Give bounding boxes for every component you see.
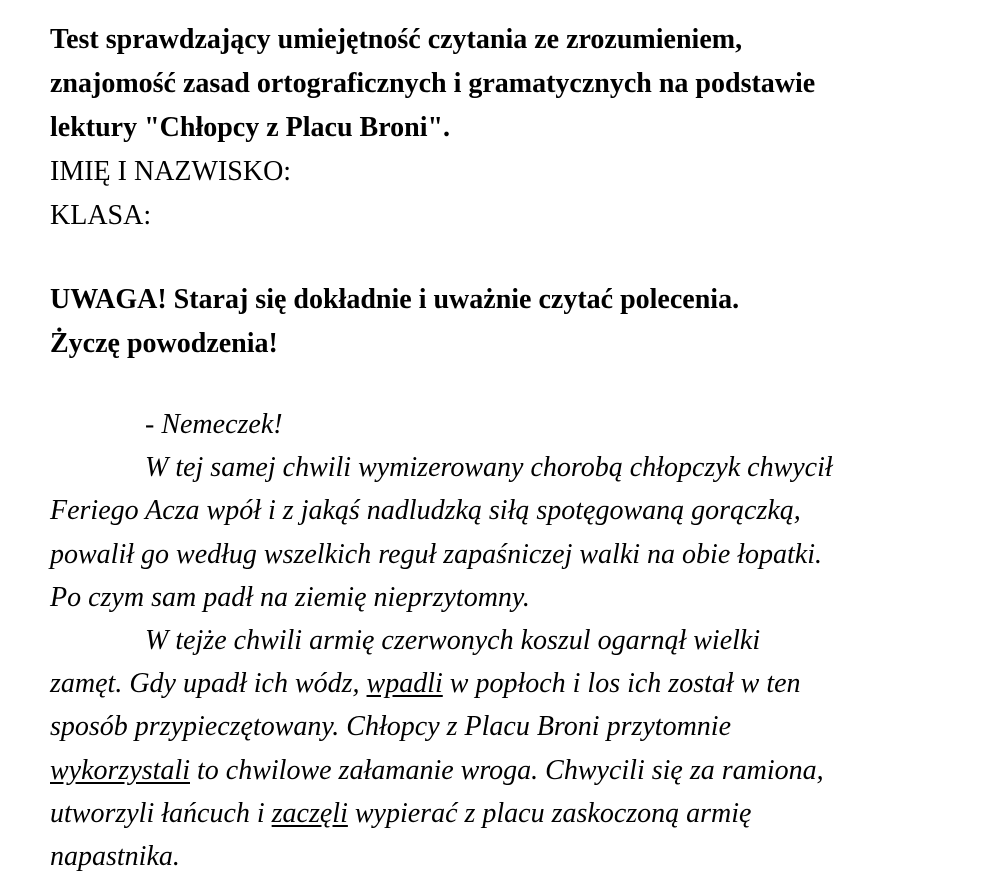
excerpt-text: w popłoch i los ich został w ten — [442, 668, 801, 700]
warning-line-1: UWAGA! Staraj się dokładnie i uważnie czytać polecenia. — [50, 284, 740, 315]
underlined-word: zaczęli — [271, 797, 348, 829]
test-title — [50, 18, 950, 150]
excerpt-line: - Nemeczek! — [145, 409, 283, 440]
excerpt-line: powalił go według wszelkich reguł zapaśniczej walki na obie łopatki. — [50, 538, 823, 570]
excerpt-line — [50, 792, 950, 835]
underlined-word: wpadli — [366, 668, 443, 700]
title-line-1: Test sprawdzający umiejętność czytania ze zrozumieniem, — [50, 24, 743, 55]
excerpt-line: sposób przypieczętowany. Chłopcy z Placu Broni przytomnie — [50, 711, 731, 743]
excerpt-line — [50, 749, 950, 792]
excerpt-text: to chwilowe załamanie wroga. Chwycili się za ramiona, — [190, 754, 824, 786]
class-field-label: KLASA: — [50, 200, 152, 231]
excerpt-text: zamęt. Gdy upadł ich wódz, — [50, 668, 367, 700]
underlined-word: wykorzystali — [50, 754, 190, 786]
warning-line-2: Życzę powodzenia! — [50, 328, 278, 359]
book-excerpt — [50, 403, 950, 878]
warning-notice — [50, 278, 739, 366]
excerpt-line: Po czym sam padł na ziemię nieprzytomny. — [50, 581, 530, 613]
excerpt-line: Feriego Acza wpół i z jakąś nadludzką siłą spotęgowaną gorączką, — [50, 495, 801, 527]
excerpt-line: W tejże chwili armię czerwonych koszul ogarnął wielki — [145, 625, 761, 657]
excerpt-line: W tej samej chwili wymizerowany chorobą chłopczyk chwycił — [145, 452, 833, 484]
excerpt-line — [50, 662, 950, 705]
excerpt-line: napastnika. — [50, 841, 180, 873]
title-line-2: znajomość zasad ortograficznych i gramatycznych na podstawie — [50, 68, 816, 99]
excerpt-text: wypierać z placu zaskoczoną armię — [347, 797, 752, 829]
name-field-label: IMIĘ I NAZWISKO: — [50, 156, 292, 187]
excerpt-text: utworzyli łańcuch i — [50, 797, 272, 829]
title-line-3: lektury "Chłopcy z Placu Broni". — [50, 112, 451, 143]
